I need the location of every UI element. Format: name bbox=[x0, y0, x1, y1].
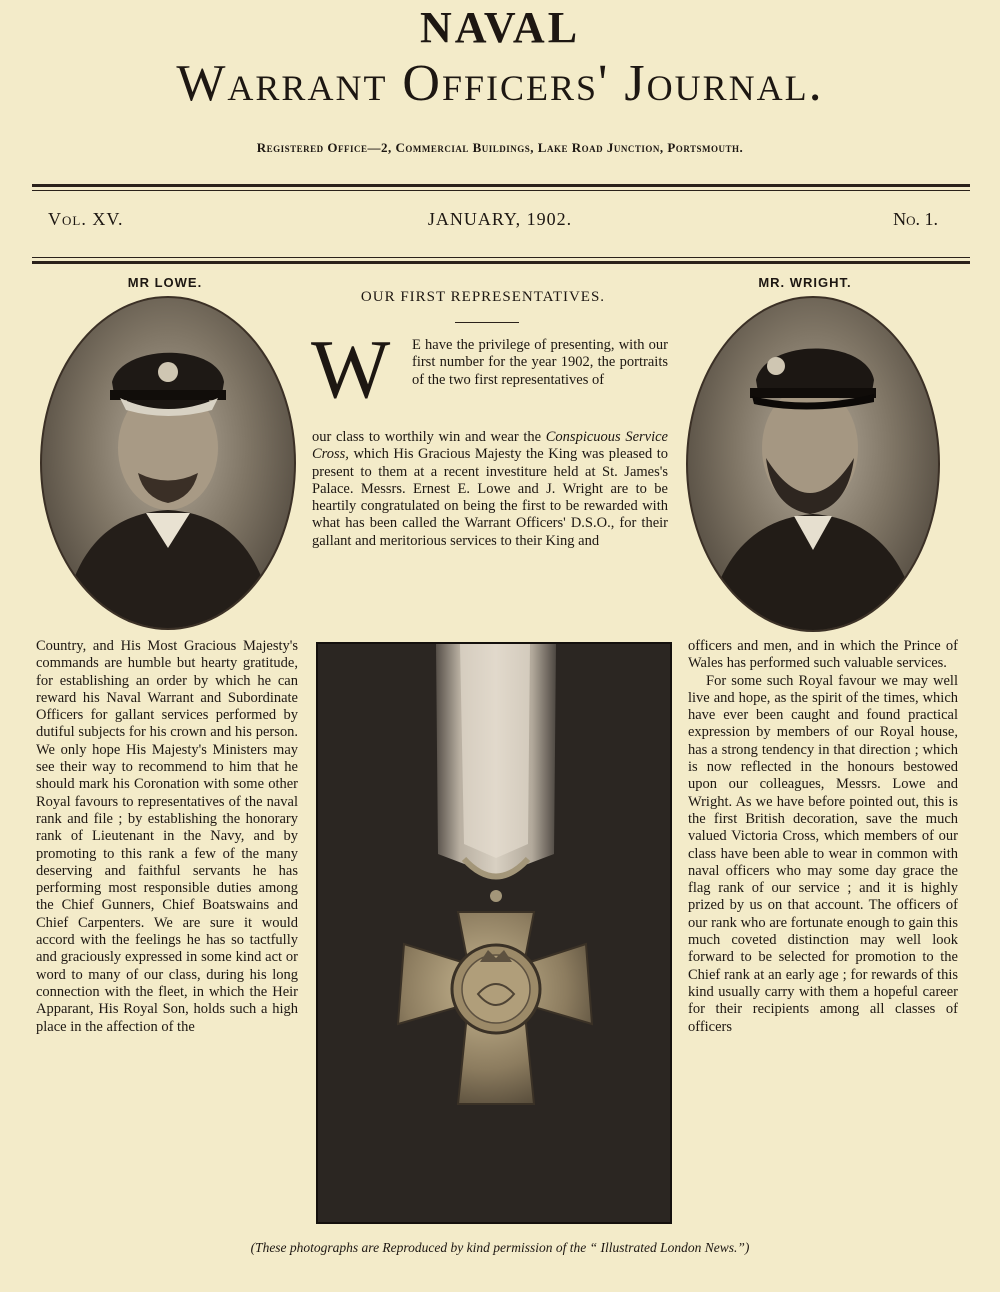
header-rule-top-thin bbox=[32, 190, 970, 191]
article-column-left: Country, and His Most Gracious Majesty's commands are humble but hearty gratitude, for establishing an order by which he can reward his Naval Warrant and Subordinate Officers for gallant services performed by dutiful subjects for his crown and his person. We only hope His Majesty's Ministers may see their way to recommend to him that he should mark his Coronation with some other Royal favours to representatives of the naval rank and file ; by establishing the honorary rank of Lieutenant in the Navy, and by promoting to this rank a few of the many deserving and faithful servants he has performing most responsible duties among the Chief Gunners, Chief Boatswains and Chief Carpenters. We are sure it would accord with the feelings he has so tactfully and graciously expressed in some kind act or word to many of our class, during his long connection with the fleet, in which the Heir Apparant, His Royal Son, holds such a high place in the affection of the bbox=[36, 638, 298, 1035]
portrait-lowe-figure bbox=[42, 298, 294, 628]
medal-photograph bbox=[316, 642, 672, 1224]
article-title: OUR FIRST REPRESENTATIVES. bbox=[360, 289, 606, 305]
portrait-caption-lowe: MR LOWE. bbox=[127, 275, 203, 290]
portrait-lowe bbox=[40, 296, 296, 630]
drop-cap: W bbox=[311, 323, 383, 416]
issue-number: No. 1. bbox=[893, 209, 938, 229]
header-rule-bottom bbox=[32, 261, 970, 264]
masthead-naval: NAVAL bbox=[419, 3, 581, 52]
portrait-caption-wright: MR. WRIGHT. bbox=[758, 275, 852, 290]
photo-credit: (These photographs are Reproduced by kind permission of the “ Illustrated London News.”) bbox=[250, 1240, 750, 1255]
intro-text-full bbox=[312, 429, 668, 550]
conspicuous-service-cross-image bbox=[318, 644, 670, 1222]
intro-text-emphasis: Conspicuous Service Cross, bbox=[312, 429, 668, 463]
right-column-paragraph-2: For some such Royal favour we may well live and hope, as the spirit of the times, which have ever been caught and found practical expression by members of our Royal house, has a strong tendency in that direction ; which is now reflected in the honours bestowed upon our colleagues, Messrs. Lowe and Wright. As we have before pointed out, this is the first British decoration, save the much valued Victoria Cross, which members of our class have been able to wear in common with naval officers who may some day grace the flag rank of our service ; and it is highly prized by us on that account. The officers of our rank who are fortunate enough to gain this much coveted distinction may well look forward to be selected for promotion to the Chief rank at an early age ; for rewards of this kind usually carry with them a hopeful career for their recipients among all classes of officers bbox=[688, 672, 958, 1035]
masthead-title: Warrant Officers' Journal. bbox=[176, 55, 824, 112]
portrait-wright bbox=[686, 296, 940, 632]
header-rule-top bbox=[32, 184, 970, 187]
article-column-right bbox=[688, 638, 958, 1036]
portrait-wright-figure bbox=[688, 298, 938, 630]
intro-text-a: our class to worthily win and wear the bbox=[312, 429, 542, 445]
intro-text-b: which His Gracious Majesty the King was pleased to present to them at a recent investiture held at St. James's Palace. Messrs. Ernest E. Lowe and J. Wright are to be heartily congratulated on being the first to be rewarded with what has been called the Warrant Officers' D.S.O., for their gallant and meritorious services to their King and bbox=[312, 446, 668, 549]
right-column-paragraph-1: officers and men, and in which the Prince of Wales has performed such valuable services. bbox=[688, 638, 958, 672]
title-divider bbox=[455, 322, 519, 323]
intro-text-right: E have the privilege of presenting, with our first number for the year 1902, the portraits of the two first representatives of bbox=[412, 337, 668, 388]
issue-date: JANUARY, 1902. bbox=[427, 209, 573, 229]
volume-label: Vol. XV. bbox=[48, 209, 124, 229]
header-rule-bottom-thin bbox=[32, 257, 970, 258]
registered-office: Registered Office—2, Commercial Buildings, Lake Road Junction, Portsmouth. bbox=[256, 140, 744, 155]
